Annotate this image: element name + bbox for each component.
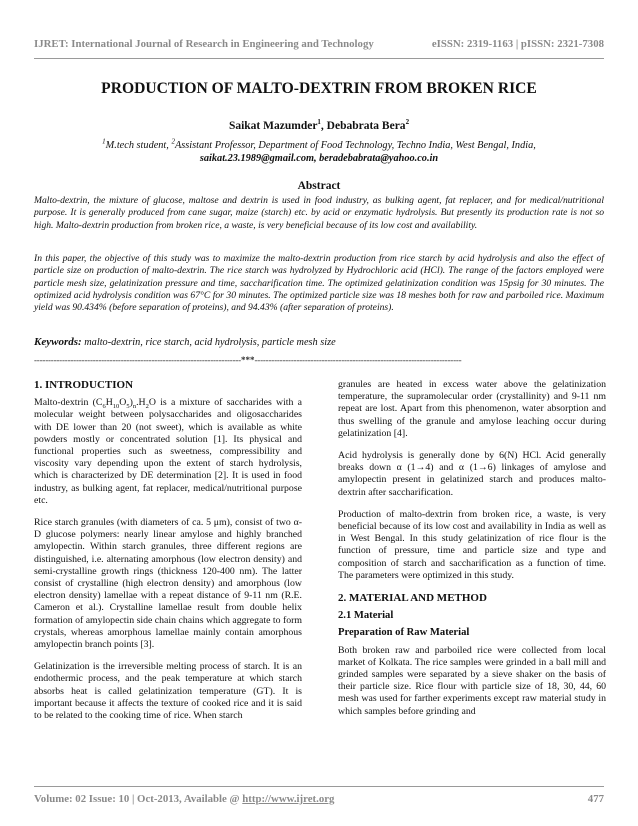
keywords-label: Keywords: — [34, 336, 82, 348]
separator-dashes-left: -------------------------------------------------------------------------- — [34, 355, 241, 365]
intro-paragraph-6: Production of malto-dextrin from broken rice, a waste, is very beneficial because of its low cost and availability in India as well as in West Bengal. In this study gelatinization of rice flour is the function of pressure, time and particle size and type and composition of starch and saccharification as a function of time. The parameters were optimized in this study. — [338, 508, 606, 581]
separator-dashes-right: -------------------------------------------------------------------------- — [254, 355, 462, 365]
footer-volume: Volume: 02 Issue: 10 | Oct-2013, Available @ — [34, 793, 243, 805]
affil-part-1: M.tech student, — [105, 140, 172, 151]
intro-paragraph-3: Gelatinization is the irreversible melting process of starch. It is an endothermic process, and the peak temperature at which starch absorbs heat is called gelatinization temperature (GT). It is important because it affects the texture of cooked rice and it is said to be related to the cooking time of rice. When starch — [34, 661, 302, 722]
intro-paragraph-2: Rice starch granules (with diameters of ca. 5 μm), consist of two α-D glucose polymers: nearly linear amylose and highly branched amylopectin. Within starch granules, three different regions are distinguished, i.e. alternating amorphous (low electron density) and semi-crystalline growth rings (thickness 120-400 nm). The latter consist of crystalline (high electron density) and amorphous (low electron density) lamellae with a repeat distance of 9-11 nm (R.E. Cameron et al.). Crystalline lamellae result from double helix formation of amylopectin side chain chains which aggregate to form crystals, whereas amorphous lamellae mainly contain amorphous amylopectin branch points [3]. — [34, 517, 302, 651]
subsection-heading-material: 2.1 Material — [338, 610, 394, 622]
keywords-text: malto-dextrin, rice starch, acid hydrolysis, particle mesh size — [81, 337, 336, 348]
author-2: Debabrata Bera — [326, 120, 406, 132]
footer-rule — [34, 786, 604, 787]
intro-paragraph-1: Malto-dextrin $(C_6H_{10}O_5)_n.H_2O$ is a mixture of saccharides with a molecular weight between polysaccharides and oligosaccharides with DE lower than 20 (not sweet), which is available as white powders mostly or concentrated solution [1]. Its physical and functional properties such as sweetness, compressibility and viscosity vary depending upon the extent of starch hydrolysis, which is characterized by DE determination [2]. It is used in food industry, as bulking agent, fat replacer, medical/nutritional purpose etc. — [34, 397, 302, 506]
issn: eISSN: 2319-1163 | pISSN: 2321-7308 — [431, 38, 604, 50]
subsection-heading-raw-material: Preparation of Raw Material — [338, 627, 470, 639]
authors — [34, 120, 604, 132]
journal-name: IJRET: International Journal of Research in Engineering and Technology — [34, 38, 374, 50]
section-heading-introduction: 1. INTRODUCTION — [34, 379, 134, 391]
paper-title: PRODUCTION OF MALTO-DEXTRIN FROM BROKEN RICE — [101, 80, 537, 97]
affil-sup-1: 1 — [102, 137, 106, 146]
author-1-sup: 1 — [317, 118, 321, 127]
intro-paragraph-4: granules are heated in excess water above the gelatinization temperature, the supramolecular order (crystallinity) and 9-11 nm repeat are lost. Apart from this phenomenon, water absorption and thus swelling of the granule and amylose leaching occur during gelatinization [4]. — [338, 379, 606, 439]
author-sep: , — [320, 120, 327, 132]
left-column — [34, 379, 302, 732]
intro-paragraph-5: Acid hydrolysis is generally done by 6(N) HCl. Acid generally breaks down α (1→4) and α (1→6) linkages of amylose and amylopectin present in gelatinized starch and produces malto-dextrin after saccharification. — [338, 450, 606, 498]
header-rule — [34, 58, 604, 59]
section-separator — [34, 355, 604, 367]
separator-stars: *** — [240, 355, 255, 365]
author-emails: saikat.23.1989@gmail.com, beradebabrata@yahoo.co.in — [199, 153, 439, 165]
abstract-paragraph-2: In this paper, the objective of this study was to maximize the malto-dextrin production from rice starch by acid hydrolysis and also the effect of particle size on production of malto-dextrin. The rice starch was hydrolyzed by Hydrochloric acid (HCl). The range of the factors employed were particle mesh size, gelatinization pressure and time, saccharification time. The optimized gelatinization condition was 15psig for 30 minutes. The optimized acid hydrolysis condition was 67°C for 30 minutes. The optimized particle size was 18 meshes both for raw and parboiled rice. Maximum yield was 90.434% (before separation of proteins), and 94.43% (after separation of proteins). — [34, 253, 604, 314]
journal-link[interactable]: http://www.ijret.org — [242, 793, 335, 805]
author-1: Saikat Mazumder — [228, 120, 318, 132]
abstract-paragraph-1: Malto-dextrin, the mixture of glucose, maltose and dextrin is used in food industry, as bulking agent, fat replacer, and for medical/nutritional purpose. It is generally produced from cane sugar, maize (starch) etc. by acid or enzymatic hydrolysis. But presently its production rate is not so high. Malto-dextrin production from broken rice, a waste, is very beneficial because of its low cost and availability. — [34, 195, 604, 231]
abstract-heading: Abstract — [297, 180, 341, 192]
keywords — [34, 336, 604, 348]
affil-sup-2: 2 — [171, 137, 175, 146]
affiliation — [34, 139, 604, 165]
material-paragraph-1: Both broken raw and parboiled rice were collected from local market of Kolkata. The rice samples were grinded in a ball mill and grinded samples were separated by a sieve shaker on the basis of their particle size. Rice flour with particle size of 18, 30, 44, 60 mesh was used for farther experiments except raw material study in which samples before grinding and — [338, 644, 606, 717]
right-column — [338, 379, 606, 728]
affil-part-2: Assistant Professor, Department of Food Technology, Techno India, West Bengal, India, — [174, 140, 536, 151]
section-heading-material-method: 2. MATERIAL AND METHOD — [338, 592, 487, 605]
page-number: 477 — [587, 793, 604, 805]
running-footer — [34, 793, 604, 805]
author-2-sup: 2 — [405, 118, 410, 127]
